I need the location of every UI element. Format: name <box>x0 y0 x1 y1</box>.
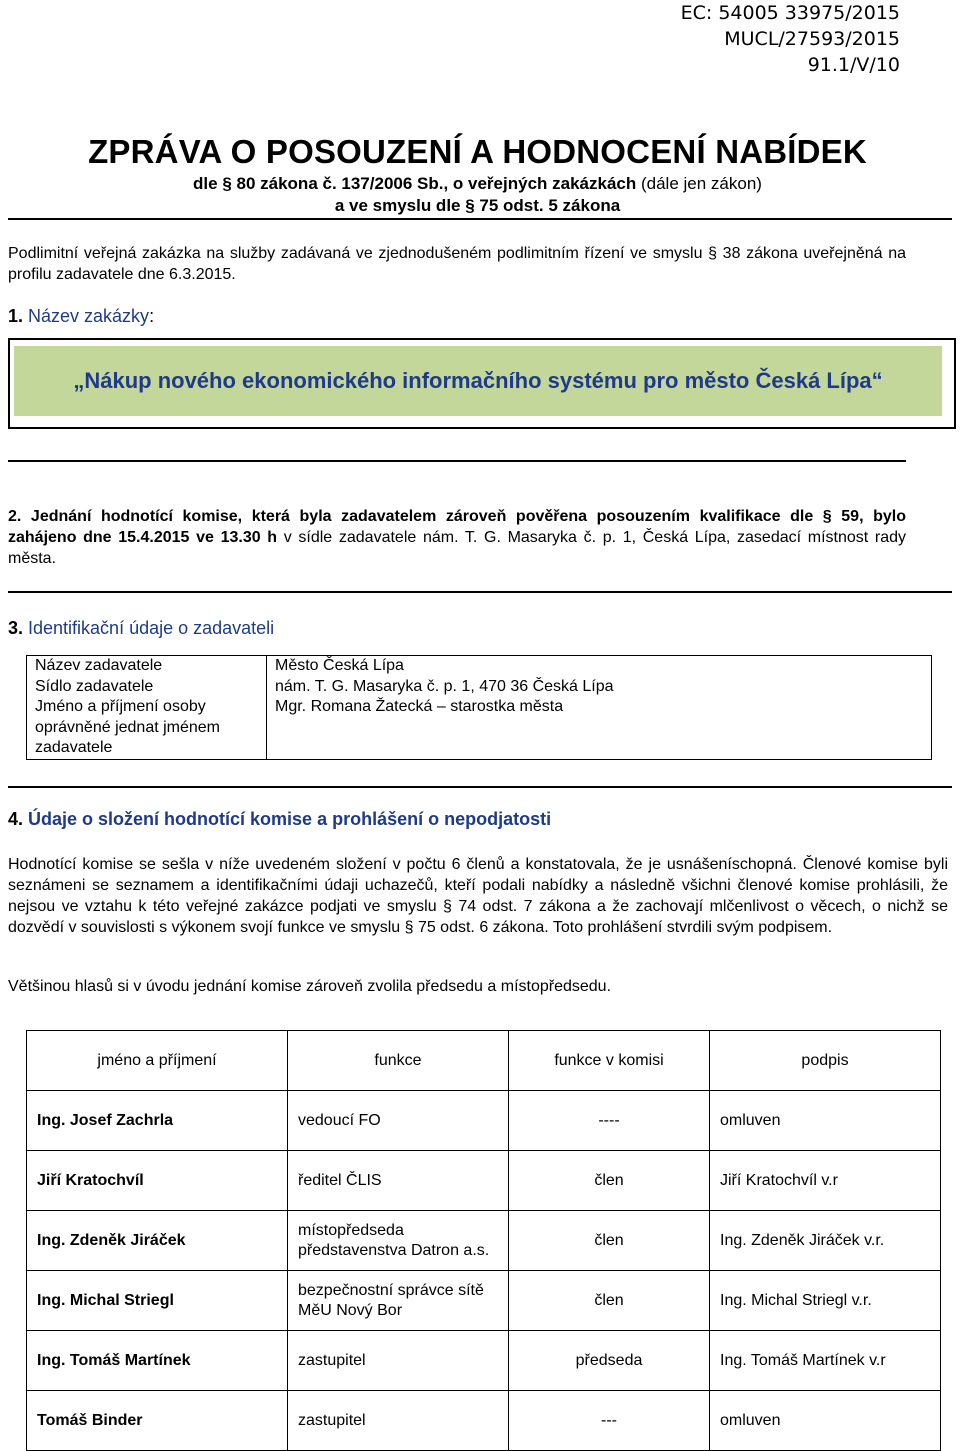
table-row <box>27 1271 941 1331</box>
member-signature: omluven <box>710 1091 941 1151</box>
member-signature: omluven <box>710 1391 941 1451</box>
member-signature: Jiří Kratochvíl v.r <box>710 1151 941 1211</box>
section-2-paragraph <box>8 506 906 569</box>
section-4-paragraph: Hodnotící komise se sešla v níže uvedeném složení v počtu 6 členů a konstatovala, že je usnášeníschopná. Členové komise byli seznámeni se seznamem a identifikačními údaji uchazečů, kteří podali nabídky a následně všichni členové komise prohlásili, že nejsou ve vztahu k této veřejné zakázce podjati ve smyslu § 74 odst. 7 zákona a že zachovají mlčenlivost o věcech, o nichž se dozvědí v souvislosti s výkonem svojí funkce ve smyslu § 75 odst. 6 zákona. Toto prohlášení stvrdili svým podpisem. <box>8 856 948 936</box>
member-name: Ing. Tomáš Martínek <box>27 1331 288 1391</box>
document-subtitle-line1 <box>0 174 955 194</box>
section-4-election-paragraph: Většinou hlasů si v úvodu jednání komise zároveň zvolila předsedu a místopředsedu. <box>8 978 612 995</box>
section-1-colon: : <box>149 306 155 326</box>
authority-value: nám. T. G. Masaryka č. p. 1, 470 36 Česká Lípa <box>275 677 614 695</box>
authority-labels-cell <box>27 656 267 760</box>
section-2-text: v sídle zadavatele nám. T. G. Masaryka č. p. 1, Česká Lípa, zasedací místnost rady města. <box>8 529 907 567</box>
contract-name-highlight <box>14 346 942 416</box>
column-header: funkce <box>288 1031 509 1091</box>
member-name: Ing. Zdeněk Jiráček <box>27 1211 288 1271</box>
table-row <box>27 1091 941 1151</box>
section-2-bold-text: Jednání hodnotící komise, která byla zadavatelem zároveň pověřena posouzením kvalifikace dle § 59, bylo zahájeno dne 15.4.2015 ve 13.30 h <box>8 508 906 546</box>
member-name: Tomáš Binder <box>27 1391 288 1451</box>
member-signature: Ing. Zdeněk Jiráček v.r. <box>710 1211 941 1271</box>
authority-values-cell <box>267 656 932 760</box>
intro-paragraph: Podlimitní veřejná zakázka na služby zadávaná ve zjednodušeném podlimitním řízení ve smyslu § 38 zákona uveřejněná na profilu zadavatele dne 6.3.2015. <box>8 245 906 283</box>
section-number: 3. <box>8 618 24 638</box>
member-role: člen <box>509 1271 710 1331</box>
table-row <box>27 1151 941 1211</box>
member-function: zastupitel <box>288 1331 509 1391</box>
member-function: bezpečnostní správce sítě MěU Nový Bor <box>288 1271 509 1331</box>
divider <box>8 218 952 220</box>
section-number: 2. <box>8 508 22 525</box>
reference-line: EC: 54005 33975/2015 <box>680 2 900 24</box>
divider <box>8 460 906 462</box>
column-header: podpis <box>710 1031 941 1091</box>
contract-name-box <box>8 338 956 429</box>
member-name: Ing. Michal Striegl <box>27 1271 288 1331</box>
section-4-title: Údaje o složení hodnotící komise a prohlášení o nepodjatosti <box>23 809 552 829</box>
reference-line: 91.1/V/10 <box>807 54 900 76</box>
subtitle-normal: (dále jen zákon) <box>636 174 762 193</box>
section-3-heading <box>8 618 274 639</box>
member-role: --- <box>509 1391 710 1451</box>
section-3-title: Identifikační údaje o zadavateli <box>23 618 275 638</box>
authority-label: Jméno a příjmení osoby oprávněné jednat jménem zadavatele <box>35 698 221 756</box>
column-header: jméno a příjmení <box>27 1031 288 1091</box>
table-row <box>27 1331 941 1391</box>
section-1-heading <box>8 306 154 327</box>
member-function: místopředseda představenstva Datron a.s. <box>288 1211 509 1271</box>
member-role: člen <box>509 1211 710 1271</box>
member-role: ---- <box>509 1091 710 1151</box>
member-signature: Ing. Michal Striegl v.r. <box>710 1271 941 1331</box>
authority-value: Město Česká Lípa <box>275 657 404 674</box>
authority-value: Mgr. Romana Žatecká – starostka města <box>275 698 564 715</box>
member-function: ředitel ČLIS <box>288 1151 509 1211</box>
subtitle-bold: dle § 80 zákona č. 137/2006 Sb., o veřejných zakázkách <box>193 174 637 193</box>
divider <box>8 591 952 593</box>
member-name: Ing. Josef Zachrla <box>27 1091 288 1151</box>
section-number: 4. <box>8 809 24 829</box>
table-row <box>27 1391 941 1451</box>
document-subtitle-line2: a ve smyslu dle § 75 odst. 5 zákona <box>334 196 621 215</box>
section-4-heading <box>8 809 551 830</box>
member-role: předseda <box>509 1331 710 1391</box>
authority-label: Název zadavatele <box>35 657 163 674</box>
column-header: funkce v komisi <box>509 1031 710 1091</box>
divider <box>8 786 952 788</box>
member-name: Jiří Kratochvíl <box>27 1151 288 1211</box>
member-function: vedoucí FO <box>288 1091 509 1151</box>
committee-table <box>26 1030 941 1451</box>
member-role: člen <box>509 1151 710 1211</box>
document-title: ZPRÁVA O POSOUZENÍ A HODNOCENÍ NABÍDEK <box>88 133 867 170</box>
document-reference <box>681 0 900 78</box>
table-row <box>27 1211 941 1271</box>
member-function: zastupitel <box>288 1391 509 1451</box>
table-header-row <box>27 1031 941 1091</box>
contracting-authority-table <box>26 655 932 760</box>
section-1-label: Název zakázky <box>23 306 150 326</box>
contract-name: „Nákup nového ekonomického informačního systému pro město Česká Lípa“ <box>73 368 883 393</box>
authority-label: Sídlo zadavatele <box>35 677 154 695</box>
member-signature: Ing. Tomáš Martínek v.r <box>710 1331 941 1391</box>
section-number: 1. <box>8 306 24 326</box>
reference-line: MUCL/27593/2015 <box>724 28 900 50</box>
